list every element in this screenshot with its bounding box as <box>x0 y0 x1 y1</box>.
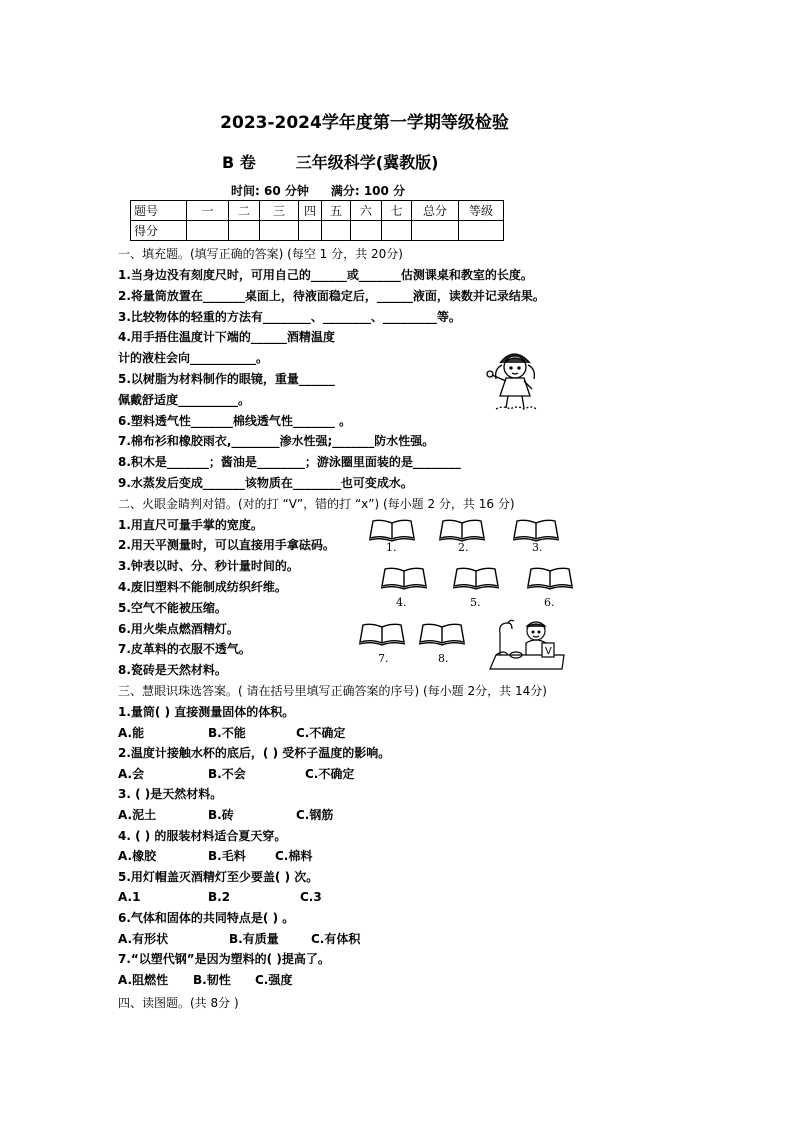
score-entry-cell[interactable] <box>412 221 459 241</box>
score-table-header-row <box>131 201 504 221</box>
score-cell: 三 <box>260 201 299 221</box>
score-entry-cell[interactable] <box>382 221 412 241</box>
judge-question: 6.用火柴点燃酒精灯。 <box>118 622 239 636</box>
section3-heading: 三、慧眼识珠选答案。( 请在括号里填写正确答案的序号) (每小题 2分，共 14分) <box>118 684 547 698</box>
choice-option: C.不确定 <box>305 766 355 781</box>
score-entry-cell[interactable] <box>187 221 229 241</box>
book-label: 3. <box>532 541 543 554</box>
score-cell: 等级 <box>459 201 504 221</box>
choice-option: B.2 <box>208 890 231 905</box>
open-book-icon <box>368 518 416 542</box>
choice-option: C.强度 <box>255 972 293 987</box>
fill-question: 1.当身边没有刻度尺时，可用自己的______或_______估测课桌和教室的长度。 <box>118 268 533 282</box>
score-entry-cell[interactable] <box>322 221 351 241</box>
fill-question: 7.棉布衫和橡胶雨衣,________渗水性强;_______防水性强。 <box>118 434 435 448</box>
fill-question: 6.塑料透气性_______棉线透气性_______ 。 <box>118 414 352 428</box>
fill-question: 佩戴舒适度__________。 <box>118 393 251 407</box>
open-book-icon <box>512 518 560 542</box>
exam-time: 时间: 60 分钟 <box>231 184 309 198</box>
score-table <box>130 200 504 241</box>
judge-question: 2.用天平测量时，可以直接用手拿砝码。 <box>118 538 335 552</box>
choice-option: B.不能 <box>208 725 246 740</box>
choice-question: 7.“以塑代钢”是因为塑料的( )提高了。 <box>118 952 330 967</box>
judge-question: 3.钟表以时、分、秒计量时间的。 <box>118 559 299 573</box>
open-book-icon <box>452 566 500 590</box>
paper-code: B 卷 <box>222 153 256 172</box>
choice-question: 2.温度计接触水杯的底后，( ) 受杯子温度的影响。 <box>118 746 391 761</box>
fill-question: 8.积木是_______；酱油是________；游泳圈里面装的是________ <box>118 455 461 469</box>
exam-title: 2023-2024学年度第一学期等级检验 <box>220 113 509 133</box>
choice-option: A.能 <box>118 725 145 740</box>
fill-question: 9.水蒸发后变成_______该物质在________也可变成水。 <box>118 476 413 490</box>
score-cell: 题号 <box>131 201 187 221</box>
open-book-icon <box>526 566 574 590</box>
open-book-icon <box>380 566 428 590</box>
section4-heading: 四、读图题。(共 8分 ) <box>118 996 239 1010</box>
choice-option: B.毛料 <box>208 849 246 864</box>
choice-option: C.3 <box>300 890 322 905</box>
choice-question: 4. ( ) 的服装材料适合夏天穿。 <box>118 828 287 843</box>
choice-option: B.韧性 <box>193 972 231 987</box>
book-label: 8. <box>438 652 449 665</box>
choice-option: A.泥土 <box>118 808 157 822</box>
score-cell: 二 <box>229 201 260 221</box>
choice-question: 6.气体和固体的共同特点是( ) 。 <box>118 911 295 925</box>
score-cell: 四 <box>299 201 322 221</box>
open-book-icon <box>358 622 406 646</box>
score-cell: 五 <box>322 201 351 221</box>
score-cell: 六 <box>351 201 382 221</box>
judge-question: 5.空气不能被压缩。 <box>118 601 227 615</box>
choice-option: A.橡胶 <box>118 849 157 864</box>
choice-option: C.有体积 <box>311 931 361 946</box>
fill-question: 3.比较物体的轻重的方法有________、________、_________等。 <box>118 310 461 324</box>
grade-subject: 三年级科学(冀教版) <box>295 153 439 172</box>
check-mark-text: V <box>545 646 552 657</box>
girl-thermometer-illustration <box>478 345 550 417</box>
score-entry-cell[interactable] <box>459 221 504 241</box>
exam-subtitle <box>222 150 438 173</box>
section2-heading: 二、火眼金睛判对错。(对的打 “V”，错的打 “x”) (每小题 2 分，共 16 分) <box>118 497 515 511</box>
fill-question: 4.用手捂住温度计下端的______酒精温度 <box>118 330 335 344</box>
time-score-line <box>231 182 405 199</box>
judge-question: 1.用直尺可量手掌的宽度。 <box>118 518 263 532</box>
judge-question: 8.瓷砖是天然材料。 <box>118 663 227 677</box>
choice-option: A.有形状 <box>118 931 169 946</box>
boy-at-desk-illustration <box>486 613 566 673</box>
choice-option: C.棉料 <box>275 849 313 864</box>
fill-question: 5.以树脂为材料制作的眼镜，重量______ <box>118 372 335 386</box>
book-label: 7. <box>378 652 389 665</box>
score-cell: 一 <box>187 201 229 221</box>
score-cell: 总分 <box>412 201 459 221</box>
book-label: 2. <box>458 541 469 554</box>
book-label: 4. <box>396 596 407 609</box>
judge-question: 4.废旧塑料不能制成纺织纤维。 <box>118 580 287 594</box>
fill-question: 计的液柱会向___________。 <box>118 351 269 365</box>
book-label: 6. <box>544 596 555 609</box>
open-book-icon <box>438 518 486 542</box>
score-row-label: 得分 <box>131 221 187 241</box>
open-book-icon <box>418 622 466 646</box>
full-score: 满分: 100 分 <box>330 184 406 198</box>
section1-heading: 一、填充题。(填写正确的答案) (每空 1 分，共 20分) <box>118 247 403 261</box>
choice-option: A.会 <box>118 766 145 781</box>
judge-question: 7.皮革料的衣服不透气。 <box>118 642 251 656</box>
choice-option: A.1 <box>118 890 141 905</box>
fill-question: 2.将量筒放置在_______桌面上，待液面稳定后，______液面，读数并记录结果。 <box>118 289 545 303</box>
score-entry-cell[interactable] <box>299 221 322 241</box>
choice-option: B.有质量 <box>229 931 279 946</box>
choice-question: 5.用灯帽盖灭酒精灯至少要盖( ) 次。 <box>118 869 319 884</box>
choice-option: C.钢筋 <box>296 808 334 822</box>
choice-option: B.不会 <box>208 766 246 781</box>
score-entry-cell[interactable] <box>351 221 382 241</box>
choice-question: 1.量筒( ) 直接测量固体的体积。 <box>118 705 295 719</box>
book-label: 1. <box>386 541 397 554</box>
score-cell: 七 <box>382 201 412 221</box>
score-entry-cell[interactable] <box>229 221 260 241</box>
book-label: 5. <box>470 596 481 609</box>
choice-question: 3. ( )是天然材料。 <box>118 787 223 802</box>
choice-option: A.阻燃性 <box>118 972 169 987</box>
score-entry-cell[interactable] <box>260 221 299 241</box>
choice-option: C.不确定 <box>296 725 346 740</box>
score-table-score-row <box>131 221 504 241</box>
choice-option: B.砖 <box>208 808 234 822</box>
